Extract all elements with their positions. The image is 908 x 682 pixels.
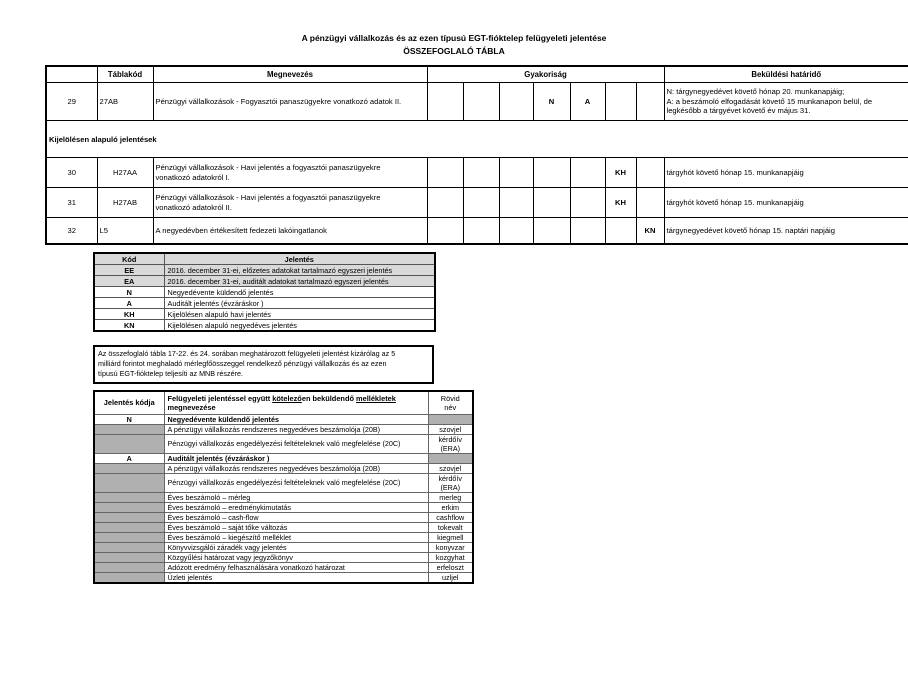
attachment-short-name: konyvzar [428,542,473,552]
row-num: 31 [46,188,97,218]
attachment-short-name: szovjel [428,463,473,473]
row-deadline [664,83,908,121]
legend-row [94,276,435,287]
freq-cell [570,188,605,218]
legend-row [94,298,435,309]
attachment-short-name: kozgyhat [428,552,473,562]
attachment-short-name [428,453,473,463]
table-row [46,218,908,244]
summary-table [45,65,908,245]
attachment-row [94,512,473,522]
attachment-code [94,463,164,473]
attachment-code [94,542,164,552]
row-name: A negyedévben értékesített fedezeti lakóingatlanok [153,218,427,244]
attachment-row [94,492,473,502]
header-short-line: név [444,402,457,412]
row-name [153,158,427,188]
header-short-line: Rövid [440,393,460,403]
section-label: Kijelölésen alapuló jelentések [46,121,908,158]
legend-code: KH [94,309,164,320]
header-deadline: Beküldési határidő [664,66,908,83]
attachment-short-name: kiegmell [428,532,473,542]
attachment-code [94,512,164,522]
deadline-line: A: a beszámoló elfogadását követő 15 munkanapon belül, de [666,96,873,106]
freq-cell: KH [605,188,636,218]
attachment-row [94,463,473,473]
attachment-short-name: kérdőív (ERA) [428,473,473,492]
freq-cell [636,83,664,121]
name-line: Pénzügyi vállalkozások - Havi jelentés a fogyasztói panaszügyekre [155,163,381,172]
attachment-short-name [428,414,473,424]
attachment-code [94,473,164,492]
freq-cell [499,218,533,244]
attachment-code [94,502,164,512]
header-text: Felügyeleti jelentéssel együtt [167,393,273,403]
attachment-name: Éves beszámoló – eredménykimutatás [164,502,428,512]
attachment-row [94,532,473,542]
row-code: L5 [97,218,153,244]
legend-text: 2016. december 31-ei, auditált adatokat tartalmazó egyszeri jelentés [164,276,435,287]
freq-cell [533,218,570,244]
deadline-line: legkésőbb a tárgyévet követő év május 31. [666,106,811,116]
attachment-name: A pénzügyi vállalkozás rendszeres negyedéves beszámolója (20B) [164,424,428,434]
freq-cell [636,158,664,188]
table-row [46,83,908,121]
legend-code: N [94,287,164,298]
legend-header-row [94,253,435,265]
legend-code: EA [94,276,164,287]
legend-text: Kijelölésen alapuló negyedéves jelentés [164,320,435,332]
attachment-short-name: kérdőív (ERA) [428,434,473,453]
name-line: Pénzügyi vállalkozások - Havi jelentés a fogyasztói panaszügyekre [155,193,381,202]
note-line: típusú EGT-fióktelep teljesíti az MNB részére. [98,369,244,379]
header-text: en beküldendő [301,393,357,403]
table-row [46,188,908,218]
attachment-code [94,572,164,583]
freq-cell [499,83,533,121]
attachments-header-desc [164,391,428,414]
table-row [46,158,908,188]
row-name: Pénzügyi vállalkozások - Fogyasztói panaszügyekre vonatkozó adatok II. [153,83,427,121]
freq-cell [463,158,499,188]
note-box [93,345,434,384]
header-text-underlined: kötelező [272,393,302,403]
freq-cell [570,158,605,188]
name-line: vonatkozó adatokról II. [155,202,232,212]
attachment-code [94,532,164,542]
attachment-row [94,434,473,453]
legend-code: A [94,298,164,309]
row-code: H27AB [97,188,153,218]
header-text-underlined: mellékletek [356,393,396,403]
attachment-code [94,552,164,562]
document-title: A pénzügyi vállalkozás és az ezen típusú EGT-fióktelep felügyeleti jelentése [301,33,607,43]
table-header-row [46,66,908,83]
attachment-code [94,562,164,572]
attachment-name: Pénzügyi vállalkozás engedélyezési feltételeknek való megfelelése (20C) [164,473,428,492]
freq-cell [463,218,499,244]
legend-row [94,265,435,276]
freq-cell [427,158,463,188]
header-code: Táblakód [97,66,153,83]
row-deadline: tárgyhót követő hónap 15. munkanapjáig [664,158,908,188]
attachment-row [94,502,473,512]
attachment-short-name: erfeloszt [428,562,473,572]
freq-cell: KH [605,158,636,188]
attachment-short-name: cashflow [428,512,473,522]
document-subtitle: ÖSSZEFOGLALÓ TÁBLA [403,46,505,56]
legend-code: KN [94,320,164,332]
row-num: 29 [46,83,97,121]
attachment-code: N [94,414,164,424]
freq-cell [427,83,463,121]
attachments-header-short [428,391,473,414]
freq-cell [605,218,636,244]
note-line: milliárd forintot meghaladó mérlegfőösszeggel rendelkező pénzügyi vállalkozás és az ezen [98,359,387,369]
attachment-name: Pénzügyi vállalkozás engedélyezési feltételeknek való megfelelése (20C) [164,434,428,453]
attachment-code [94,492,164,502]
legend-row [94,309,435,320]
freq-cell [636,188,664,218]
freq-cell: N [533,83,570,121]
section-row [46,121,908,158]
row-name [153,188,427,218]
attachment-code [94,424,164,434]
freq-cell [605,83,636,121]
attachment-name: Éves beszámoló – cash-flow [164,512,428,522]
row-code: 27AB [97,83,153,121]
legend-header-report: Jelentés [164,253,435,265]
attachment-name: Üzleti jelentés [164,572,428,583]
freq-cell [427,188,463,218]
row-deadline: tárgyhót követő hónap 15. munkanapjáig [664,188,908,218]
attachment-code: A [94,453,164,463]
header-num [46,66,97,83]
attachment-name: A pénzügyi vállalkozás rendszeres negyedéves beszámolója (20B) [164,463,428,473]
attachment-name: Adózott eredmény felhasználására vonatkozó határozat [164,562,428,572]
legend-row [94,287,435,298]
attachment-code [94,434,164,453]
freq-cell [463,83,499,121]
legend-text: Negyedévente küldendő jelentés [164,287,435,298]
attachment-name: Éves beszámoló – saját tőke változás [164,522,428,532]
row-deadline: tárgynegyedévet követő hónap 15. naptári napjáig [664,218,908,244]
note-line: Az összefoglaló tábla 17-22. és 24. sorában meghatározott felügyeleti jelentést kizárólag az 5 [98,349,396,358]
attachment-name: Auditált jelentés (évzáráskor ) [164,453,428,463]
attachment-short-name: tokevalt [428,522,473,532]
freq-cell [463,188,499,218]
freq-cell [427,218,463,244]
attachment-row [94,552,473,562]
legend-code: EE [94,265,164,276]
legend-text: 2016. december 31-ei, előzetes adatokat tartalmazó egyszeri jelentés [164,265,435,276]
code-legend-table [93,252,436,332]
freq-cell [570,218,605,244]
row-num: 32 [46,218,97,244]
attachments-table [93,390,474,584]
legend-text: Auditált jelentés (évzáráskor ) [164,298,435,309]
attachment-name: Éves beszámoló – mérleg [164,492,428,502]
attachment-short-name: merleg [428,492,473,502]
attachment-group-row [94,453,473,463]
freq-cell [499,188,533,218]
deadline-line: N: tárgynegyedévet követő hónap 20. munkanapjáig; [666,87,845,97]
attachment-code [94,522,164,532]
attachment-row [94,473,473,492]
attachment-group-row [94,414,473,424]
legend-header-code: Kód [94,253,164,265]
legend-text: Kijelölésen alapuló havi jelentés [164,309,435,320]
legend-row [94,320,435,332]
attachment-short-name: uzljel [428,572,473,583]
freq-cell: KN [636,218,664,244]
attachment-row [94,572,473,583]
attachment-row [94,542,473,552]
attachment-short-name: szovjel [428,424,473,434]
attachment-short-name: erkim [428,502,473,512]
attachments-header-row [94,391,473,414]
row-code: H27AA [97,158,153,188]
name-line: vonatkozó adatokról I. [155,172,230,182]
freq-cell [499,158,533,188]
header-text: megnevezése [167,402,216,412]
attachment-name: Negyedévente küldendő jelentés [164,414,428,424]
attachments-header-code: Jelentés kódja [94,391,164,414]
attachment-name: Közgyűlési határozat vagy jegyzőkönyv [164,552,428,562]
attachment-row [94,424,473,434]
header-name: Megnevezés [153,66,427,83]
attachment-row [94,522,473,532]
header-frequency: Gyakoriság [427,66,664,83]
freq-cell: A [570,83,605,121]
attachment-row [94,562,473,572]
attachment-name: Éves beszámoló – kiegészítő melléklet [164,532,428,542]
freq-cell [533,158,570,188]
attachment-name: Könyvvizsgálói záradék vagy jelentés [164,542,428,552]
row-num: 30 [46,158,97,188]
freq-cell [533,188,570,218]
